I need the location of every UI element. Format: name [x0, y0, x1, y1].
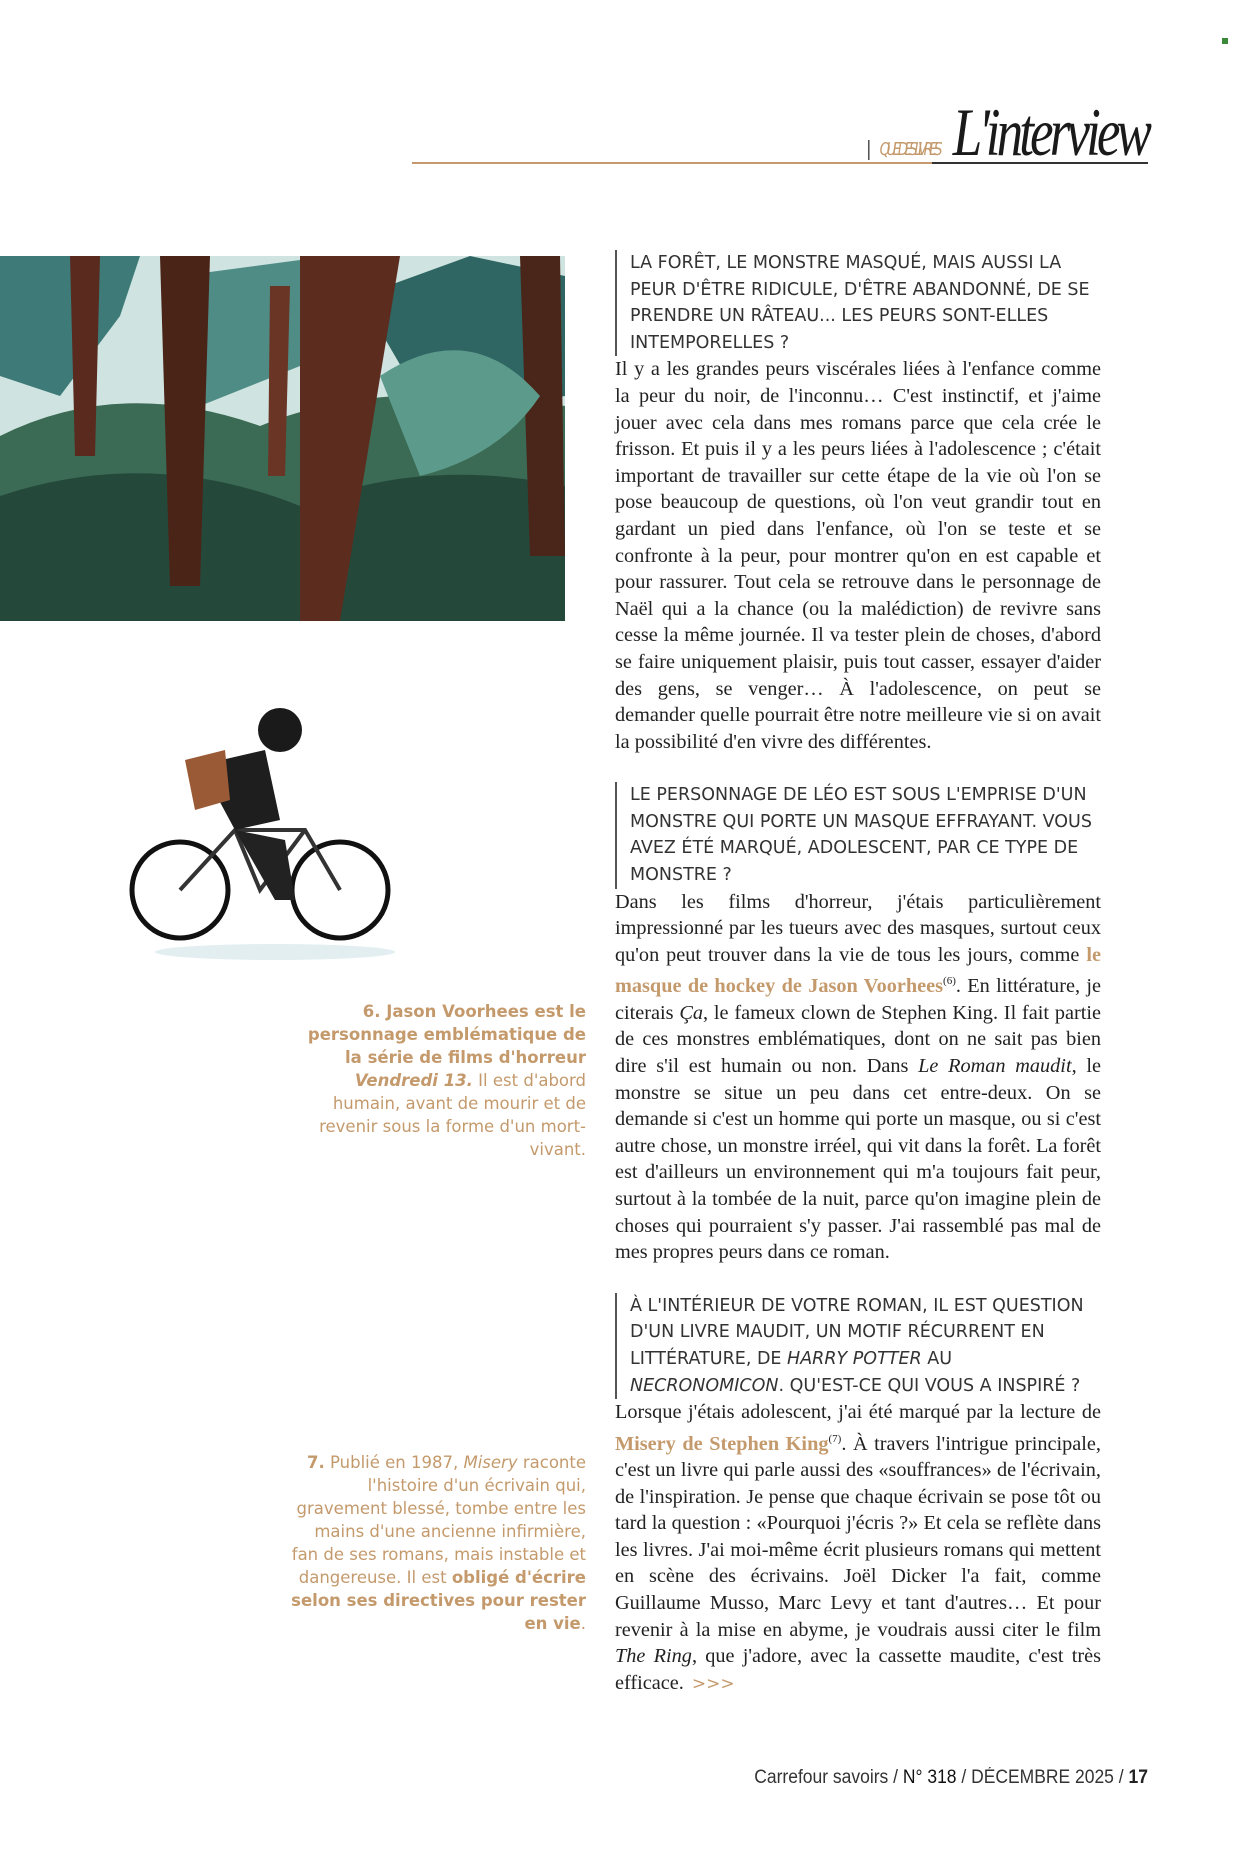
- separator: /: [956, 1767, 972, 1788]
- answer-2-text-2: . En littérature, je citerais: [615, 975, 1101, 1024]
- book-title: Le Roman maudit: [918, 1054, 1072, 1077]
- page-footer: [754, 1767, 1148, 1789]
- footnote-6-text: Il est d'abord humain, avant de mourir et de revenir sous la forme d'un mort-vivant.: [319, 1071, 586, 1159]
- answer-1: Il y a les grandes peurs viscérales liées à l'enfance comme la peur du noir, de l'inconnu… C'est instinctif, et j'aime jouer avec cela dans mes romans parce que cela crée le frisson. Et puis il y a les peurs liées à l'adolescence ; c'était important de travailler sur cette étape de la vie où l'on se pose beaucoup de questions, où l'on veut grandir tout en gardant un pied dans l'enfance, où l'on se teste et se confronte à la peur, pour montrer qu'on en est capable et pour rassurer. Tout cela se retrouve dans le personnage de Naël qui a la chance (ou la malédiction) de revivre sans cesse la même journée. Il va tester plein de choses, d'abord se faire uniquement plaisir, puis tout casser, essayer d'aider des gens, se venger… À l'adolescence, on peut se demander quelle pourrait être notre meilleure vie si on avait la possibilité d'en vivre des différentes.: [615, 358, 1101, 753]
- issue-date: DÉCEMBRE 2025: [971, 1767, 1114, 1788]
- footnote-7-bold: obligé d'écrire selon ses directives pour rester en vie: [291, 1568, 586, 1633]
- footnote-ref-6[interactable]: (6): [943, 975, 956, 988]
- answer-3-text: Lorsque j'étais adolescent, j'ai été marqué par la lecture de: [615, 1401, 1101, 1424]
- answer-3-text-3: , que j'adore, avec la cassette maudite, c'est très efficace.: [615, 1645, 1102, 1694]
- footnote-6-title: Vendredi 13.: [354, 1071, 473, 1090]
- footnote-7-end: .: [580, 1614, 586, 1633]
- footnote-6-link[interactable]: le masque de hockey de Jason Voorhees: [615, 943, 1101, 998]
- answer-2-text-4: , le monstre se situe un peu dans cet entre-deux. On se demande si c'est un homme qui porte un masque, ou si c'est autre chose, un monstre irréel, qui vit dans la forêt. La forêt est d'ailleurs un environnement qui m'a toujours fait peur, surtout à la tombée de la nuit, parce qu'on imagine plein de choses qui pourraient s'y passer. J'ai rassemblé pas mal de mes propres peurs dans ce roman.: [615, 1054, 1101, 1264]
- cyclist-illustration: [125, 690, 400, 965]
- film-title: The Ring: [615, 1645, 692, 1668]
- footnote-6-bold: 6. Jason Voorhees est le personnage emblématique de la série de films d'horreur: [307, 1002, 586, 1067]
- separator: /: [888, 1767, 903, 1788]
- answer-2-text: Dans les films d'horreur, j'étais particulièrement impressionné par les tueurs avec des masques, surtout ceux qu'on peut trouver dans la vie de tous les jours, comme: [615, 890, 1101, 966]
- question-1: LA FORÊT, LE MONSTRE MASQUÉ, MAIS AUSSI LA PEUR D'ÊTRE RIDICULE, D'ÊTRE ABANDONNÉ, DE SE PRENDRE UN RÂTEAU... LES PEURS SONT-ELLES INTEMPORELLES ?: [615, 250, 1101, 356]
- section-title: QUE DES LIVRES: [868, 140, 939, 160]
- footnote-7-link[interactable]: Misery de Stephen King: [615, 1432, 829, 1455]
- footnote-7-text-2: raconte l'histoire d'un écrivain qui, gravement blessé, tombe entre les mains d'une ancienne infirmière, fan de ses romans, mais instable et dangereuse. Il est: [291, 1453, 586, 1587]
- question-3-text: À L'INTÉRIEUR DE VOTRE ROMAN, IL EST QUESTION D'UN LIVRE MAUDIT, UN MOTIF RÉCURRENT EN LITTÉRATURE, DE: [630, 1295, 1084, 1369]
- answer-2-text-3: , le fameux clown de Stephen King. Il fait partie de ces monstres emblématiques, dont on ne sait pas bien dire s'il est humain ou non. Dans: [615, 1001, 1101, 1077]
- footnote-7-text: Publié en 1987,: [324, 1453, 464, 1472]
- forest-illustration: [0, 256, 565, 621]
- question-3-text-3: . QU'EST-CE QUI VOUS A INSPIRÉ ?: [778, 1375, 1081, 1396]
- footnote-7-number: 7.: [306, 1453, 325, 1472]
- book-title: HARRY POTTER: [787, 1348, 922, 1369]
- page-number: 17: [1128, 1767, 1148, 1788]
- magazine-name: Carrefour savoirs: [754, 1767, 889, 1788]
- answer-3-text-2: . À travers l'intrigue principale, c'est un livre qui parle aussi des «souffrances» de l'écrivain, de l'inspiration. Je pense que chaque écrivain se pose tôt ou tard la question : «Pourquoi j'écris ?» Et cela se reflète dans les livres. J'ai moi-même écrit plusieurs romans qui mettent en scène des écrivains. Joël Dicker l'a fait, comme Guillaume Musso, Marc Levy et tant d'autres… Et pour revenir à la mise en abyme, je voudrais aussi citer le film: [615, 1432, 1101, 1641]
- color-mark: [1222, 38, 1228, 44]
- book-title: NECRONOMICON: [630, 1375, 779, 1396]
- page-title: L'interview: [952, 94, 1148, 170]
- continue-arrow-icon[interactable]: >>>: [691, 1673, 735, 1694]
- answer-3: [615, 1399, 1101, 1697]
- question-3: [615, 1293, 1101, 1399]
- footnote-6: [290, 1000, 586, 1161]
- footnote-ref-7[interactable]: (7): [828, 1432, 842, 1445]
- footnote-7: [290, 1451, 586, 1635]
- interview-column: [615, 250, 1101, 1697]
- footnote-7-title: Misery: [463, 1453, 518, 1472]
- question-2: LE PERSONNAGE DE LÉO EST SOUS L'EMPRISE D'UN MONSTRE QUI PORTE UN MASQUE EFFRAYANT. VOUS AVEZ ÉTÉ MARQUÉ, ADOLESCENT, PAR CE TYPE DE MONSTRE ?: [615, 782, 1101, 888]
- book-title: Ça: [679, 1001, 704, 1024]
- question-3-text-2: AU: [921, 1348, 953, 1369]
- page-header: [412, 92, 1148, 182]
- issue-number: N° 318: [902, 1767, 957, 1788]
- answer-2: [615, 889, 1101, 1266]
- separator: /: [1113, 1767, 1129, 1788]
